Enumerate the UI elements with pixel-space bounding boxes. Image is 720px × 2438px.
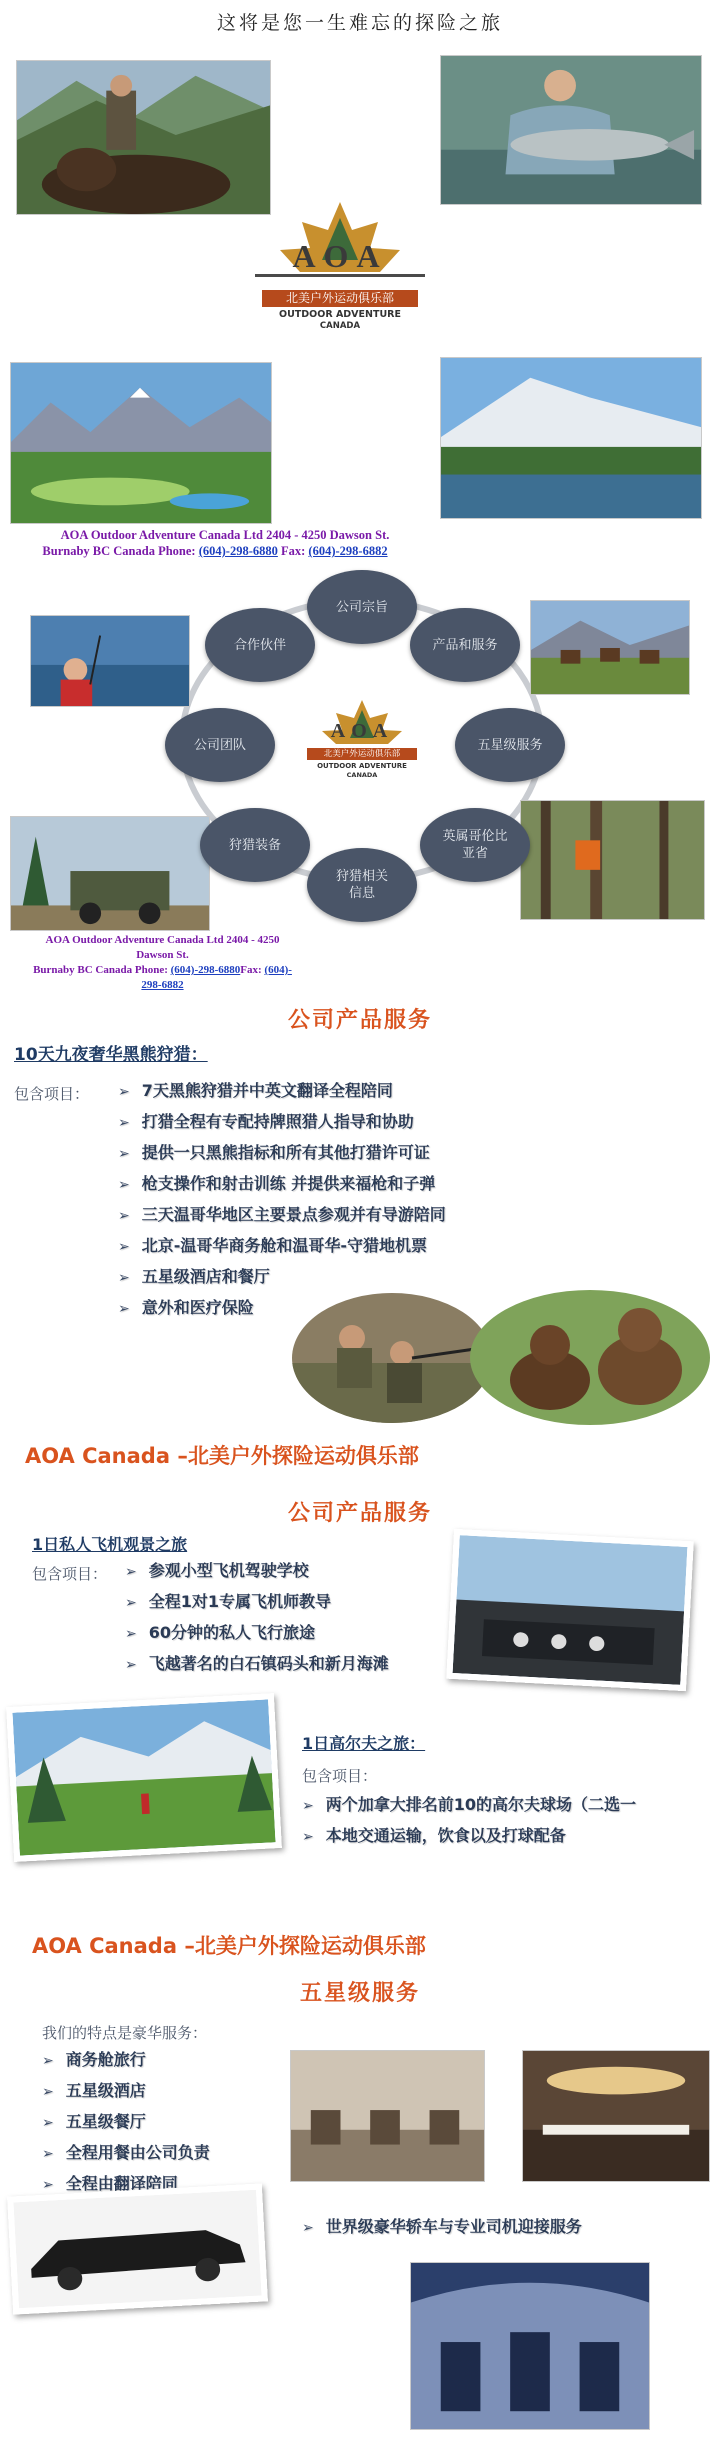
bears-photo	[470, 1290, 710, 1425]
list-item: ➢ 三天温哥华地区主要景点参观并有导游陪同	[118, 1205, 446, 1224]
flight-tour-title: 1日私人飞机观景之旅	[32, 1535, 188, 1554]
section2-heading: 公司产品服务	[287, 1501, 432, 1526]
cycle-node-hunting-gear[interactable]: 狩猎装备	[200, 808, 310, 882]
fax-link-2a[interactable]: (604)-	[264, 964, 292, 976]
arrow-icon: ➢	[118, 1146, 130, 1162]
list-item: ➢ 飞越著名的白石镇码头和新月海滩	[125, 1654, 389, 1673]
brand-cn: 北美户外探险运动俱乐部	[187, 1444, 419, 1468]
list-item: ➢ 五星级餐厅	[42, 2112, 146, 2131]
bear-hunt-title: 10天九夜奢华黑熊狩猎：	[14, 1045, 208, 1065]
horseback-riders-photo	[530, 600, 690, 695]
hunter-with-bear-photo	[16, 60, 271, 215]
cycle-node-five-star[interactable]: 五星级服务	[455, 708, 565, 782]
fisherman-with-salmon-photo	[440, 55, 702, 205]
arrow-icon: ➢	[118, 1208, 130, 1224]
list-item: ➢ 全程1对1专属飞机师教导	[125, 1592, 332, 1611]
list-item: ➢ 枪支操作和射击训练 并提供来福枪和子弹	[118, 1174, 436, 1193]
list-item: ➢ 北京-温哥华商务舱和温哥华-守猎地机票	[118, 1236, 428, 1255]
mountain-lake-photo	[440, 357, 702, 519]
cycle-logo-cn: 北美户外运动俱乐部	[307, 748, 417, 760]
bear-hunt-items	[118, 1076, 446, 1324]
fax-link[interactable]: (604)-298-6882	[308, 544, 388, 558]
section3-heading: 五星级服务	[299, 1981, 420, 2006]
flight-items	[125, 1556, 389, 1680]
list-item: ➢ 60分钟的私人飞行旅途	[125, 1623, 316, 1642]
company-cycle-diagram	[0, 560, 720, 960]
contact-block-2	[15, 933, 310, 993]
jeep-in-forest-photo	[10, 816, 210, 931]
contact-address-line1: AOA Outdoor Adventure Canada Ltd 2404 - 4250 Dawson St.	[60, 528, 390, 542]
arrow-icon: ➢	[42, 2146, 54, 2162]
cycle-center-logo	[292, 698, 432, 783]
arrow-icon: ➢	[118, 1270, 130, 1286]
list-item: ➢ 商务舱旅行	[42, 2050, 146, 2069]
contact-line2	[0, 543, 430, 560]
arrow-icon: ➢	[125, 1595, 137, 1611]
contact-phone-label: Burnaby BC Canada Phone:	[42, 544, 199, 558]
arrow-icon: ➢	[118, 1301, 130, 1317]
arrow-icon: ➢	[125, 1657, 137, 1673]
cycle-node-team[interactable]: 公司团队	[165, 708, 275, 782]
golf-includes-label: 包含项目：	[302, 1767, 378, 1785]
fax-link-2b[interactable]: 298-6882	[141, 979, 184, 991]
arrow-icon: ➢	[118, 1239, 130, 1255]
cycle-node-bc[interactable]: 英属哥伦比亚省	[420, 808, 530, 882]
business-lounge-photo	[290, 2050, 485, 2182]
phone-link[interactable]: (604)-298-6880	[198, 544, 278, 558]
arrow-icon: ➢	[42, 2084, 54, 2100]
fishing-boat-photo	[30, 615, 190, 707]
fine-dining-photo	[522, 2050, 710, 2182]
arrow-icon: ➢	[42, 2053, 54, 2069]
brand-en: AOA Canada –	[25, 1444, 188, 1468]
golfers-photo	[6, 1693, 282, 1862]
logo-en-line1: OUTDOOR ADVENTURE	[279, 309, 401, 320]
brand-footer-1	[25, 1440, 419, 1470]
contact2-line1: AOA Outdoor Adventure Canada Ltd 2404 - 4250	[45, 934, 280, 946]
contact-fax-label: Fax:	[277, 544, 309, 558]
cycle-node-mission[interactable]: 公司宗旨	[307, 570, 417, 644]
arrow-icon: ➢	[118, 1084, 130, 1100]
arrow-icon: ➢	[42, 2115, 54, 2131]
cycle-logo-en2: CANADA	[346, 771, 378, 779]
hunters-aiming-photo	[292, 1293, 492, 1423]
list-item: ➢ 7天黑熊狩猎并中英文翻译全程陪同	[118, 1081, 393, 1100]
cycle-node-hunting-info[interactable]: 狩猎相关信息	[307, 848, 417, 922]
list-item: ➢ 世界级豪华轿车与专业司机迎接服务	[302, 2217, 582, 2236]
cycle-logo-en1: OUTDOOR ADVENTURE	[317, 762, 407, 770]
hunter-tree-stand-photo	[520, 800, 705, 920]
phone-link-2[interactable]: (604)-298-6880	[170, 964, 241, 976]
logo-cn-name: 北美户外运动俱乐部	[262, 290, 418, 307]
cycle-logo-letters: AOA	[330, 720, 394, 742]
contact2-phone-label: Burnaby BC Canada Phone:	[33, 964, 171, 976]
contact2-fax-label: Fax:	[240, 964, 265, 976]
arrow-icon: ➢	[125, 1626, 137, 1642]
arrow-icon: ➢	[302, 1829, 314, 1845]
golf-course-mountains-photo	[10, 362, 272, 524]
list-item: ➢ 五星级酒店	[42, 2081, 146, 2100]
cycle-node-products[interactable]: 产品和服务	[410, 608, 520, 682]
arrow-icon: ➢	[118, 1115, 130, 1131]
cockpit-photo	[446, 1529, 694, 1691]
limo-item	[302, 2212, 582, 2243]
arrow-icon: ➢	[302, 1798, 314, 1814]
brand-en: AOA Canada –	[32, 1934, 195, 1958]
list-item: ➢ 意外和医疗保险	[118, 1298, 254, 1317]
luxury-intro: 我们的特点是豪华服务：	[42, 2024, 208, 2042]
list-item: ➢ 全程由翻译陪同	[42, 2174, 178, 2193]
golf-tour-title: 1日高尔夫之旅：	[302, 1734, 426, 1753]
luxury-items	[42, 2045, 210, 2200]
aoa-logo	[240, 200, 440, 340]
brand-cn: 北美户外探险运动俱乐部	[194, 1934, 426, 1958]
cycle-node-partners[interactable]: 合作伙伴	[205, 608, 315, 682]
list-item: ➢ 全程用餐由公司负责	[42, 2143, 210, 2162]
list-item: ➢ 打猎全程有专配持牌照猎人指导和协助	[118, 1112, 414, 1131]
arrow-icon: ➢	[125, 1564, 137, 1580]
list-item: ➢ 两个加拿大排名前10的高尔夫球场（二选一	[302, 1795, 637, 1814]
limousine-photo	[7, 2183, 268, 2314]
arrow-icon: ➢	[118, 1177, 130, 1193]
list-item: ➢ 提供一只黑熊指标和所有其他打猎许可证	[118, 1143, 430, 1162]
flight-includes-label: 包含项目：	[32, 1565, 108, 1583]
arrow-icon: ➢	[302, 2220, 314, 2236]
list-item: ➢ 五星级酒店和餐厅	[118, 1267, 270, 1286]
list-item: ➢ 参观小型飞机驾驶学校	[125, 1561, 309, 1580]
logo-en-line2: CANADA	[319, 321, 361, 331]
brand-footer-2	[32, 1930, 426, 1960]
bear-hunt-includes-label: 包含项目：	[14, 1085, 90, 1103]
first-class-cabin-photo	[410, 2262, 650, 2430]
logo-letters: AOA	[292, 238, 388, 274]
section1-heading: 公司产品服务	[287, 1008, 432, 1033]
page-title: 这将是您一生难忘的探险之旅	[216, 12, 503, 34]
arrow-icon: ➢	[42, 2177, 54, 2193]
list-item: ➢ 本地交通运输，饮食以及打球配备	[302, 1826, 566, 1845]
contact2-line2: Dawson St.	[136, 949, 189, 961]
contact2-line3	[15, 963, 310, 978]
golf-items	[302, 1790, 636, 1852]
